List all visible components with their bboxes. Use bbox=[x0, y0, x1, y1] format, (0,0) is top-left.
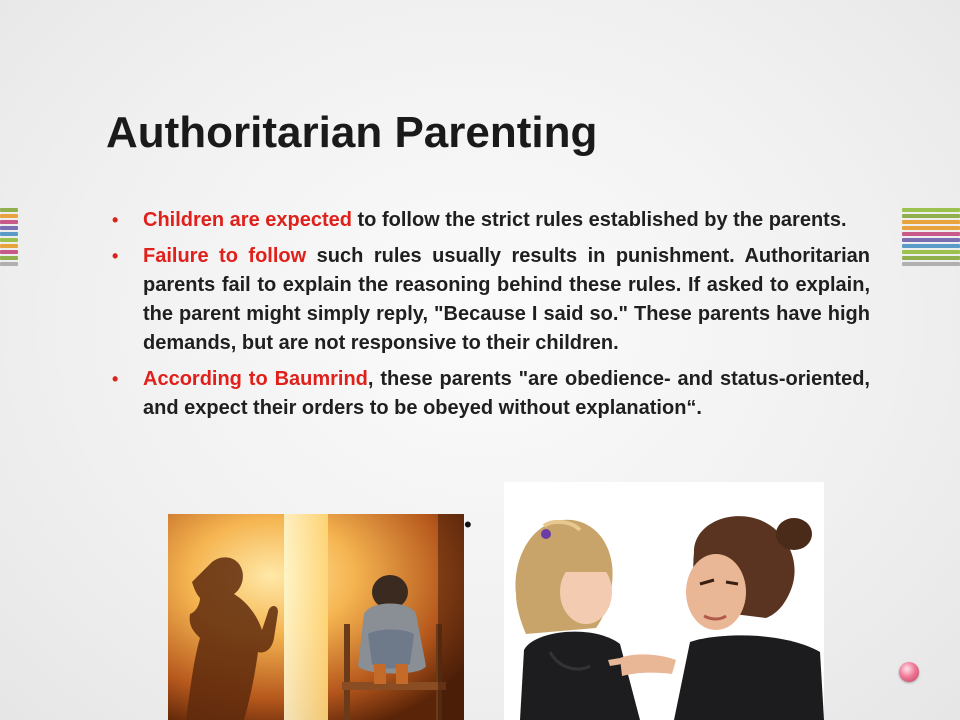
bullet-item bbox=[112, 242, 870, 358]
slide-title: Authoritarian Parenting bbox=[106, 108, 598, 157]
bullet-dot: • bbox=[112, 246, 119, 266]
right-stripes-decoration bbox=[902, 208, 960, 268]
bullet-text: to follow the strict rules established by the parents. bbox=[351, 209, 847, 231]
left-stripes-decoration bbox=[0, 208, 18, 268]
bullet-dot: • bbox=[112, 369, 119, 389]
bullet-dot: • bbox=[112, 210, 119, 230]
empty-bullet: • bbox=[464, 512, 472, 537]
bullet-list bbox=[112, 206, 870, 430]
navigation-orb-icon[interactable] bbox=[899, 662, 919, 682]
bullet-item bbox=[112, 365, 870, 423]
bullet-highlight: Failure to follow bbox=[143, 245, 307, 267]
bullet-item bbox=[112, 206, 870, 235]
bullet-highlight: According to Baumrind bbox=[143, 368, 368, 390]
bullet-text: , these parents "are obedience- and status-oriented, and expect their orders to be obeyed without explanation“. bbox=[143, 368, 870, 419]
shadow-child-photo bbox=[168, 514, 464, 720]
bullet-text: such rules usually results in punishment. Authoritarian parents fail to explain the reasoning behind these rules. If asked to explain, the parent might simply reply, "Because I said so." These parents have high demands, but are not responsive to their children. bbox=[143, 245, 870, 354]
mother-scolding-child-photo bbox=[504, 482, 824, 720]
bullet-highlight: Children are expected bbox=[143, 209, 352, 231]
